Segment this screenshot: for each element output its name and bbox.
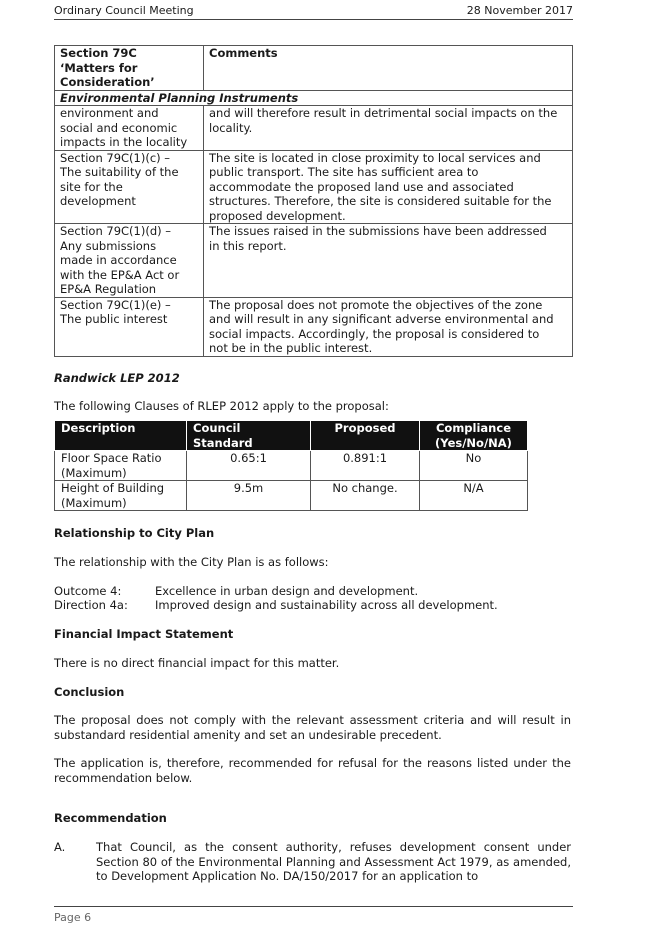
row-compliance: N/A [420, 481, 528, 511]
row-proposed: 0.891:1 [311, 451, 420, 481]
section-title: Environmental Planning Instruments [55, 90, 573, 106]
table-header-row [55, 421, 528, 451]
row-description: Height of Building (Maximum) [55, 481, 187, 511]
page-header [54, 4, 573, 20]
recommendation-heading: Recommendation [54, 811, 167, 825]
col1-header: Section 79C ‘Matters for Consideration’ [55, 46, 204, 91]
financial-heading: Financial Impact Statement [54, 627, 234, 641]
section-79c-table [54, 45, 573, 357]
row-comment: The site is located in close proximity to local services and public transport. The site has sufficient area to accommodate the proposed land use and associated structures. Therefore, the site is considered suitable for the proposed development. [204, 150, 573, 224]
section-title-row [55, 90, 573, 106]
conclusion-heading: Conclusion [54, 685, 125, 699]
row-label: environment and social and economic impacts in the locality [55, 106, 204, 151]
table-row [55, 224, 573, 298]
outcome-text: Excellence in urban design and development. [155, 584, 419, 598]
row-proposed: No change. [311, 481, 420, 511]
meeting-title: Ordinary Council Meeting [54, 4, 194, 17]
col2-header: Comments [204, 46, 573, 91]
table-row [55, 150, 573, 224]
row-description: Floor Space Ratio (Maximum) [55, 451, 187, 481]
direction-text: Improved design and sustainability across all development. [155, 598, 498, 612]
item-text: That Council, as the consent authority, refuses development consent under Section 80 of the Environmental Planning and Assessment Act 1979, as amended, to Development Application No. DA/150/2017 for an application to [96, 840, 571, 883]
item-label: A. [54, 840, 66, 854]
outcome-line [54, 584, 418, 599]
table-row [55, 451, 528, 481]
col-description: Description [55, 421, 187, 451]
col-compliance: Compliance (Yes/No/NA) [420, 421, 528, 451]
row-label: Section 79C(1)(e) – The public interest [55, 297, 204, 356]
city-plan-heading: Relationship to City Plan [54, 526, 215, 540]
direction-label: Direction 4a: [54, 598, 128, 612]
row-label: Section 79C(1)(d) – Any submissions made in accordance with the EP&A Act or EP&A Regulation [55, 224, 204, 298]
lep-compliance-table [54, 420, 528, 511]
row-comment: The proposal does not promote the objectives of the zone and will result in any significant adverse environmental and social impacts. Accordingly, the proposal is considered to not be in the public interest. [204, 297, 573, 356]
row-standard: 9.5m [187, 481, 311, 511]
col-proposed: Proposed [311, 421, 420, 451]
lep-heading: Randwick LEP 2012 [54, 371, 180, 385]
page-number: Page 6 [54, 911, 92, 924]
direction-line [54, 598, 498, 613]
col-council-standard: Council Standard [187, 421, 311, 451]
row-comment: and will therefore result in detrimental social impacts on the locality. [204, 106, 573, 151]
row-comment: The issues raised in the submissions have been addressed in this report. [204, 224, 573, 298]
row-label: Section 79C(1)(c) – The suitability of the site for the development [55, 150, 204, 224]
outcome-label: Outcome 4: [54, 584, 122, 598]
table-row [55, 297, 573, 356]
table-row [55, 106, 573, 151]
row-standard: 0.65:1 [187, 451, 311, 481]
row-compliance: No [420, 451, 528, 481]
table-row [55, 481, 528, 511]
page-footer [54, 906, 573, 924]
financial-text: There is no direct financial impact for this matter. [54, 656, 340, 670]
conclusion-paragraph-1: The proposal does not comply with the relevant assessment criteria and will result in substandard residential amenity and set an undesirable precedent. [54, 713, 571, 742]
lep-intro: The following Clauses of RLEP 2012 apply to the proposal: [54, 399, 389, 413]
conclusion-paragraph-2: The application is, therefore, recommended for refusal for the reasons listed under the recommendation below. [54, 756, 571, 785]
meeting-date: 28 November 2017 [466, 4, 573, 17]
city-plan-intro: The relationship with the City Plan is as follows: [54, 555, 329, 569]
table-header-row [55, 46, 573, 91]
